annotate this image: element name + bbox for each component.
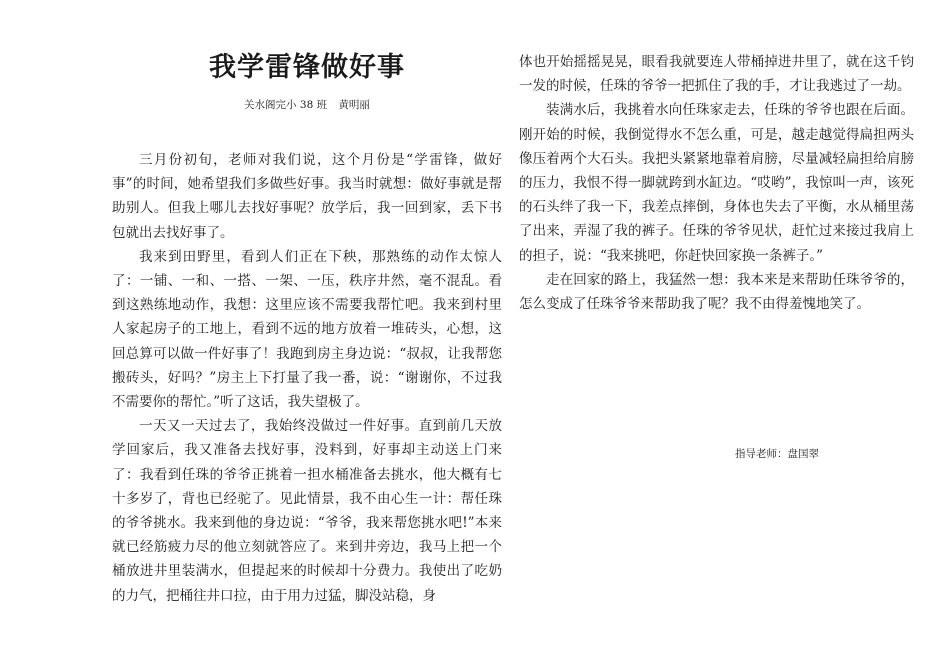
paragraph: 三月份初旬，老师对我们说，这个月份是“学雷锋，做好事”的时间，她希望我们多做些好事。我当时就想：做好事就是帮助别人。但我上哪儿去找好事呢？放学后，我一回到家，丢下书包就出去找好事了。 bbox=[112, 152, 502, 241]
paragraph: 走在回家的路上，我猛然一想：我本来是来帮助任珠爷爷的，怎么变成了任珠爷爷来帮助我了呢？我不由得羞愧地笑了。 bbox=[519, 271, 914, 313]
byline-author: 黄明丽 bbox=[338, 99, 370, 111]
essay-title: 我学雷锋做好事 bbox=[209, 52, 405, 83]
paragraph-continuation: 体也开始摇摇晃晃，眼看我就要连人带桶掉进井里了，就在这千钧一发的时候，任珠的爷爷一把抓住了我的手，才让我逃过了一劫。 bbox=[519, 54, 914, 95]
byline bbox=[112, 98, 502, 112]
teacher-note: 指导老师：盘国翠 bbox=[735, 448, 819, 460]
left-column bbox=[112, 148, 502, 608]
paragraph: 装满水后，我挑着水向任珠家走去，任珠的爷爷也跟在后面。刚开始的时候，我倒觉得水不怎么重，可是，越走越觉得扁担两头像压着两个大石头。我把头紧紧地靠着肩膀，尽量减轻扁担给肩膀的压力，我恨不得一脚就跨到水缸边。“哎哟”，我惊叫一声，该死的石头绊了我一下，我差点摔倒，身体也失去了平衡，水从桶里荡了出来，弄湿了我的裤子。任珠的爷爷见状，赶忙过来接过我肩上的担子，说：“我来挑吧，你赶快回家换一条裤子。” bbox=[519, 102, 914, 264]
byline-class: 关水阁完小 38 班 bbox=[244, 99, 328, 111]
paragraph: 我来到田野里，看到人们正在下秧，那熟练的动作太惊人了：一铺、一和、一搭、一架、一压，秩序井然，毫不混乱。看到这熟练地动作，我想：这里应该不需要我帮忙吧。我来到村里人家起房子的工地上，看到不远的地方放着一堆砖头，心想，这回总算可以做一件好事了！我跑到房主身边说：“叔叔，让我帮您搬砖头，好吗？”房主上下打量了我一番，说：“谢谢你，不过我不需要你的帮忙。”听了这话，我失望极了。 bbox=[112, 248, 502, 411]
paragraph: 一天又一天过去了，我始终没做过一件好事。直到前几天放学回家后，我又准备去找好事，没料到，好事却主动送上门来了：我看到任珠的爷爷正挑着一担水桶准备去挑水，他大概有七十多岁了，背也已经驼了。见此情景，我不由心生一计：帮任珠的爷爷挑水。我来到他的身边说：“爷爷，我来帮您挑水吧!”本来就已经筋疲力尽的他立刻就答应了。来到井旁边，我马上把一个桶放进井里装满水，但提起来的时候却十分费力。我使出了吃奶的力气，把桶往井口拉，由于用力过猛，脚没站稳，身 bbox=[112, 418, 502, 604]
right-column bbox=[519, 50, 914, 316]
